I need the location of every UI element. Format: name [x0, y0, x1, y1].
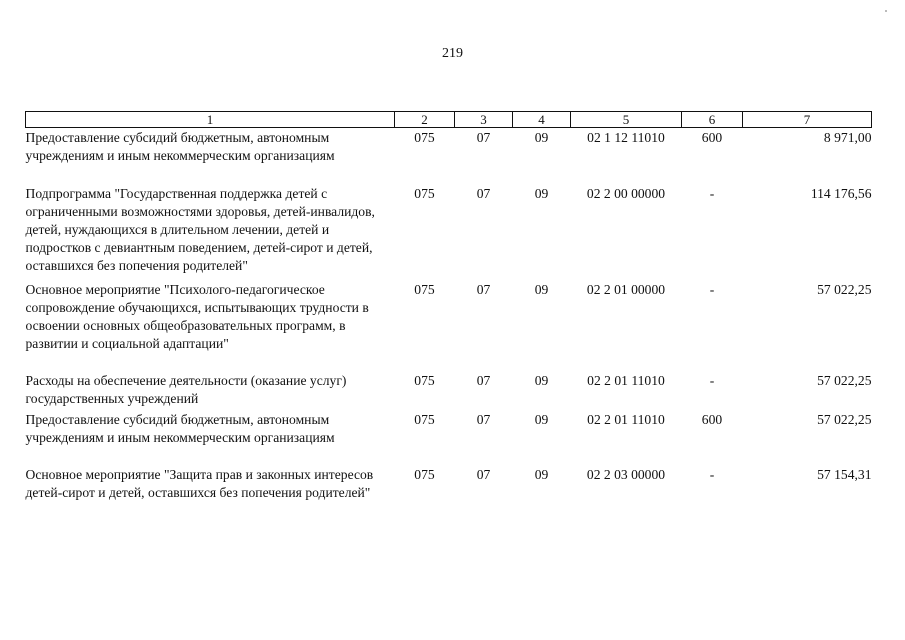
row-target-article: 02 2 03 00000: [586, 467, 666, 482]
row-ministry-code: 075: [414, 412, 435, 427]
row-subsection-code: 09: [534, 186, 549, 201]
table-row: [26, 372, 872, 411]
table-row: [26, 275, 872, 372]
row-expense-type: 600: [701, 412, 723, 427]
column-header: 3: [455, 112, 513, 128]
row-amount: 57 022,25: [817, 282, 872, 297]
row-name: Подпрограмма "Государственная поддержка детей с ограниченными возможностями здоровья, детей-инвалидов, детей, нуждающихся в длительном лечении, детей и подростков с девиантным поведением, детей-сирот и детей, оставшихся без попечения родителей": [25, 186, 375, 273]
row-expense-type: -: [709, 467, 715, 482]
table-row: [26, 128, 872, 186]
row-section-code: 07: [476, 186, 491, 201]
row-name: Расходы на обеспечение деятельности (оказание услуг) государственных учреждений: [25, 373, 347, 406]
column-header: 6: [682, 112, 743, 128]
row-name: Предоставление субсидий бюджетным, автономным учреждениям и иным некоммерческим организациям: [25, 130, 335, 163]
table-row: [26, 185, 872, 275]
row-ministry-code: 075: [414, 282, 435, 297]
row-subsection-code: 09: [534, 373, 549, 388]
row-expense-type: -: [709, 282, 715, 297]
budget-table: [25, 111, 872, 502]
column-header: 4: [513, 112, 571, 128]
row-amount: 8 971,00: [823, 130, 872, 145]
row-ministry-code: 075: [414, 186, 435, 201]
row-section-code: 07: [476, 130, 491, 145]
column-header: 5: [571, 112, 682, 128]
row-amount: 57 022,25: [817, 412, 872, 427]
row-target-article: 02 2 01 11010: [587, 373, 665, 388]
column-header: 2: [395, 112, 455, 128]
page-number: 219: [442, 46, 463, 61]
row-section-code: 07: [476, 373, 491, 388]
row-name: Основное мероприятие "Защита прав и законных интересов детей-сирот и детей, оставшихся без попечения родителей": [25, 467, 374, 500]
row-target-article: 02 2 01 00000: [586, 282, 666, 297]
row-subsection-code: 09: [534, 282, 549, 297]
row-expense-type: -: [709, 373, 715, 388]
row-target-article: 02 1 12 11010: [587, 130, 665, 145]
row-amount: 57 022,25: [817, 373, 872, 388]
row-subsection-code: 09: [534, 130, 549, 145]
row-ministry-code: 075: [414, 373, 435, 388]
table-header-row: [26, 112, 872, 128]
row-target-article: 02 2 01 11010: [587, 412, 665, 427]
table-row: [26, 411, 872, 466]
row-expense-type: 600: [701, 130, 723, 145]
column-header: 7: [743, 112, 872, 128]
column-header: 1: [26, 112, 395, 128]
row-subsection-code: 09: [534, 412, 549, 427]
row-name: Предоставление субсидий бюджетным, автономным учреждениям и иным некоммерческим организациям: [25, 412, 335, 445]
row-section-code: 07: [476, 412, 491, 427]
row-section-code: 07: [476, 467, 491, 482]
row-subsection-code: 09: [534, 467, 549, 482]
row-target-article: 02 2 00 00000: [586, 186, 666, 201]
row-amount: 57 154,31: [817, 467, 872, 482]
scan-speck: [885, 10, 887, 12]
row-amount: 114 176,56: [810, 186, 872, 201]
row-ministry-code: 075: [414, 467, 435, 482]
row-name: Основное мероприятие "Психолого-педагогическое сопровождение обучающихся, испытывающих трудности в освоении основных общеобразовательных программ, в развитии и социальной адаптации": [25, 282, 369, 351]
row-ministry-code: 075: [414, 130, 435, 145]
table-row: [26, 466, 872, 502]
row-expense-type: -: [709, 186, 715, 201]
row-section-code: 07: [476, 282, 491, 297]
